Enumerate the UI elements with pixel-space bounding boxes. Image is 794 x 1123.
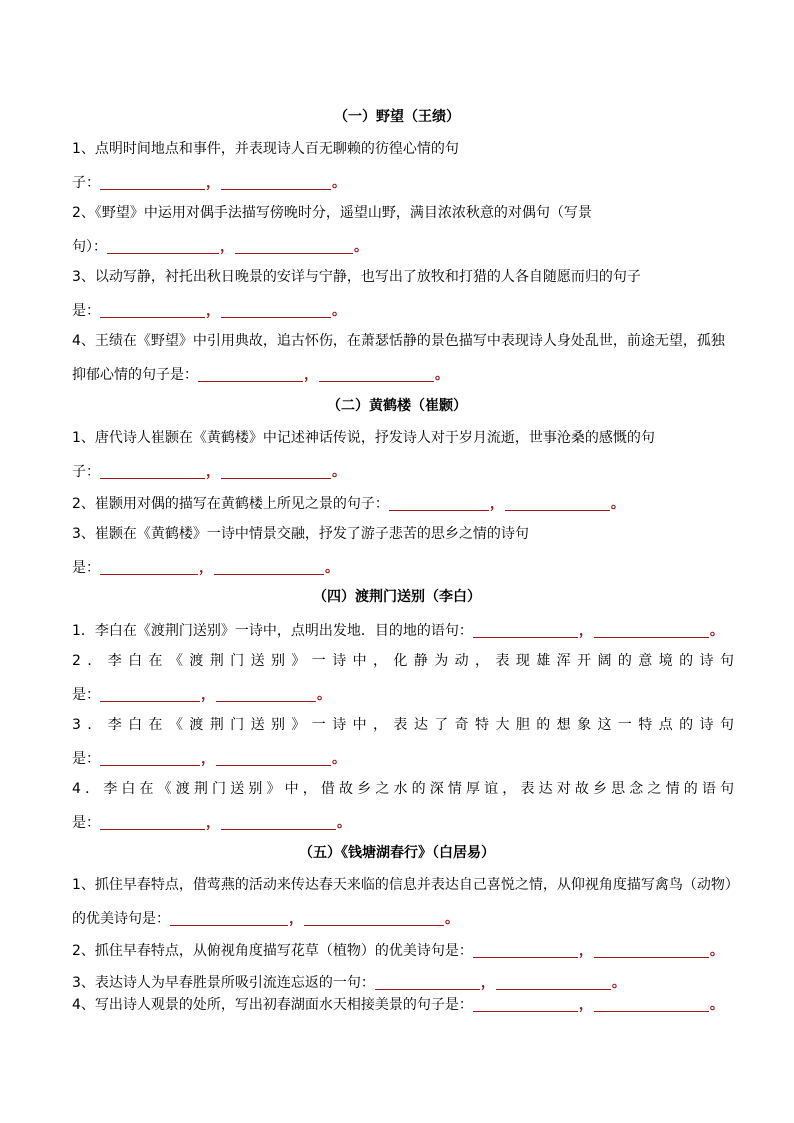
question-char: 送 <box>230 781 245 797</box>
question-text: 1、点明时间地点和事件，并表现诗人百无聊赖的彷徨心情的句 <box>72 141 459 157</box>
question-char: 李 <box>107 653 122 669</box>
question-char: 在 <box>148 653 163 669</box>
question-char: 门 <box>230 717 245 733</box>
question-text: 是： <box>72 751 100 767</box>
answer-blank[interactable] <box>473 621 578 638</box>
question-text: 句）： <box>72 239 107 255</box>
question-char: 白 <box>128 653 143 669</box>
answer-blank[interactable] <box>496 973 611 990</box>
answer-line <box>72 170 734 194</box>
answer-blank[interactable] <box>221 301 331 318</box>
question-char: 的 <box>679 717 694 733</box>
question-char: 中 <box>284 781 299 797</box>
answer-line <box>72 906 734 930</box>
question-char: 达 <box>538 781 553 797</box>
question-text: 3、以动写静，衬托出秋日晚景的安详与宁静，也写出了放牧和打猎的人各自随愿而归的句子 <box>72 269 641 285</box>
question-text: 3、表达诗人为早春胜景所吸引流连忘返的一句： <box>72 975 375 991</box>
question-char: 门 <box>230 653 245 669</box>
question-char: 中 <box>352 653 367 669</box>
question-text: 4、王绩在《野望》中引用典故，追古怀伤，在萧瑟恬静的景色描写中表现诗人身处乱世，前途无望，孤独 <box>72 333 725 349</box>
question-char: 语 <box>701 781 716 797</box>
question-char: ， <box>502 781 517 797</box>
answer-blank[interactable] <box>214 558 324 575</box>
period-mark: 。 <box>332 464 346 480</box>
question-char: 荆 <box>193 781 208 797</box>
answer-blank[interactable] <box>221 173 331 190</box>
question-char: 》 <box>291 653 306 669</box>
question-char: 这 <box>597 717 612 733</box>
question-char: 别 <box>270 717 285 733</box>
question-char: ， <box>373 653 388 669</box>
period-mark: 。 <box>332 175 346 191</box>
answer-blank[interactable] <box>221 813 336 830</box>
answer-blank[interactable] <box>100 813 205 830</box>
question-char: 》 <box>266 781 281 797</box>
question-char: 的 <box>411 781 426 797</box>
question-char: 荆 <box>209 717 224 733</box>
answer-line <box>72 618 734 642</box>
question-text: 子： <box>72 464 100 480</box>
question-text: 的优美诗句是： <box>72 911 170 927</box>
period-mark: 。 <box>709 943 724 959</box>
answer-line <box>72 362 734 386</box>
answer-line <box>72 459 734 483</box>
period-mark: 。 <box>332 303 346 319</box>
question-char: 的 <box>679 653 694 669</box>
question-char: 表 <box>495 653 510 669</box>
question-char: 情 <box>447 781 462 797</box>
question-char: 白 <box>121 781 136 797</box>
answer-blank[interactable] <box>389 494 489 511</box>
question-char: 深 <box>429 781 444 797</box>
question-char: ． <box>85 781 100 797</box>
question-char: 对 <box>556 781 571 797</box>
question-char: 4 <box>72 781 81 797</box>
comma-mark: ， <box>220 239 234 255</box>
question-char: 别 <box>248 781 263 797</box>
question-char: 白 <box>128 717 143 733</box>
question-char: 表 <box>520 781 535 797</box>
section-heading: （一）野望（王绩） <box>334 109 460 125</box>
question-char: 谊 <box>484 781 499 797</box>
question-char: 李 <box>107 717 122 733</box>
comma-mark: ， <box>201 687 215 703</box>
answer-line <box>72 491 734 515</box>
question-char: 一 <box>311 653 326 669</box>
comma-mark: ， <box>206 303 220 319</box>
comma-mark: ， <box>206 175 220 191</box>
question-char: 《 <box>168 717 183 733</box>
question-char: 奇 <box>454 717 469 733</box>
question-text: 2、《野望》中运用对偶手法描写傍晚时分，遥望山野，满目浓浓秋意的对偶句（写景 <box>72 205 592 221</box>
question-char: 故 <box>339 781 354 797</box>
question-char: 为 <box>434 653 449 669</box>
comma-mark: ， <box>206 464 220 480</box>
question-text: 是： <box>72 815 100 831</box>
question-char: 《 <box>157 781 172 797</box>
question-char: 阔 <box>597 653 612 669</box>
question-char: 情 <box>665 781 680 797</box>
answer-line <box>72 992 734 1016</box>
question-char: 雄 <box>536 653 551 669</box>
question-text <box>72 650 734 672</box>
question-char: 一 <box>617 717 632 733</box>
answer-line <box>72 938 734 962</box>
answer-blank[interactable] <box>100 301 205 318</box>
question-char: 诗 <box>699 717 714 733</box>
question-char: 在 <box>139 781 154 797</box>
section-heading: （五）《钱塘湖春行》（白居易） <box>299 845 495 861</box>
question-char: 象 <box>577 717 592 733</box>
question-char: 动 <box>454 653 469 669</box>
comma-mark: ， <box>578 623 593 639</box>
answer-line <box>72 682 734 706</box>
period-mark: 。 <box>435 367 449 383</box>
question-text: 2、抓住早春特点，从俯视角度描写花草（植物）的优美诗句是： <box>72 943 473 959</box>
answer-blank[interactable] <box>170 909 288 926</box>
question-text: 4、写出诗人观景的处所，写出初春湖面水天相接美景的句子是： <box>72 997 473 1013</box>
question-char: 之 <box>647 781 662 797</box>
question-char: ． <box>87 653 102 669</box>
answer-line <box>72 970 734 994</box>
question-char: 厚 <box>466 781 481 797</box>
question-char: 胆 <box>515 717 530 733</box>
period-mark: 。 <box>354 239 368 255</box>
answer-blank[interactable] <box>304 909 444 926</box>
question-char: 句 <box>719 653 734 669</box>
period-mark: 。 <box>611 975 626 991</box>
section-heading: （四）渡荆门送别（李白） <box>313 589 481 605</box>
question-text <box>72 714 734 736</box>
question-char: 化 <box>393 653 408 669</box>
question-char: 在 <box>148 717 163 733</box>
question-char: ． <box>87 717 102 733</box>
question-char: 达 <box>413 717 428 733</box>
answer-line <box>72 746 734 770</box>
question-char: ， <box>373 717 388 733</box>
question-char: 大 <box>495 717 510 733</box>
period-mark: 。 <box>610 496 625 512</box>
answer-blank[interactable] <box>107 237 219 254</box>
question-char: 思 <box>611 781 626 797</box>
comma-mark: ， <box>489 496 504 512</box>
question-text <box>72 778 734 800</box>
question-char: 境 <box>658 653 673 669</box>
question-char: 表 <box>393 717 408 733</box>
answer-blank[interactable] <box>221 462 331 479</box>
question-char: 开 <box>577 653 592 669</box>
question-char: 2 <box>72 653 81 669</box>
answer-line <box>72 810 734 834</box>
question-char: 中 <box>352 717 367 733</box>
question-char: 的 <box>683 781 698 797</box>
question-char: 句 <box>719 781 734 797</box>
comma-mark: ， <box>206 815 220 831</box>
answer-blank[interactable] <box>100 749 200 766</box>
period-mark: 。 <box>325 560 339 576</box>
question-char: 别 <box>270 653 285 669</box>
question-char: 送 <box>250 717 265 733</box>
question-char: 乡 <box>593 781 607 797</box>
answer-blank[interactable] <box>216 749 331 766</box>
question-char: 念 <box>629 781 644 797</box>
question-char: 特 <box>475 717 490 733</box>
answer-blank[interactable] <box>473 995 578 1012</box>
question-char: 乡 <box>357 781 372 797</box>
question-char: 借 <box>320 781 335 797</box>
question-char: 一 <box>311 717 326 733</box>
question-char: ， <box>302 781 317 797</box>
period-mark: 。 <box>332 751 346 767</box>
question-char: 渡 <box>189 717 204 733</box>
question-char: 诗 <box>332 717 347 733</box>
period-mark: 。 <box>709 623 724 639</box>
question-char: 》 <box>291 717 306 733</box>
question-text: 子： <box>72 175 100 191</box>
question-text: 3、崔颢在《黄鹤楼》一诗中情景交融，抒发了游子悲苦的思乡之情的诗句 <box>72 526 529 542</box>
answer-blank[interactable] <box>319 365 434 382</box>
answer-blank[interactable] <box>505 494 610 511</box>
period-mark: 。 <box>709 997 724 1013</box>
question-char: 门 <box>212 781 227 797</box>
comma-mark: ， <box>480 975 495 991</box>
answer-line <box>72 298 734 322</box>
question-char: 诗 <box>332 653 347 669</box>
question-char: 水 <box>393 781 408 797</box>
question-char: 了 <box>434 717 449 733</box>
comma-mark: ， <box>304 367 318 383</box>
answer-blank[interactable] <box>473 941 578 958</box>
answer-blank[interactable] <box>216 685 316 702</box>
question-text: 1、抓住早春特点，借莺燕的活动来传达春天来临的信息并表达自己喜悦之情，从仰视角度描写禽鸟（动物） <box>72 877 739 893</box>
question-text: 抑郁心情的句子是： <box>72 367 198 383</box>
question-char: 点 <box>658 717 673 733</box>
question-char: 浑 <box>556 653 571 669</box>
question-text: 2、崔颢用对偶的描写在黄鹤楼上所见之景的句子： <box>72 496 389 512</box>
question-char: 之 <box>375 781 390 797</box>
answer-line <box>72 234 734 258</box>
question-char: 想 <box>556 717 571 733</box>
question-char: 的 <box>617 653 632 669</box>
answer-blank[interactable] <box>100 173 205 190</box>
comma-mark: ， <box>201 751 215 767</box>
answer-blank[interactable] <box>594 995 709 1012</box>
question-char: 渡 <box>175 781 190 797</box>
question-char: 诗 <box>699 653 714 669</box>
question-char: 意 <box>638 653 653 669</box>
question-char: 李 <box>103 781 118 797</box>
question-char: 故 <box>574 781 589 797</box>
answer-blank[interactable] <box>594 941 709 958</box>
question-char: 句 <box>719 717 734 733</box>
question-char: 渡 <box>189 653 204 669</box>
question-text: 是： <box>72 303 100 319</box>
question-char: 现 <box>515 653 530 669</box>
question-char: ， <box>475 653 490 669</box>
question-text: 1．李白在《渡荆门送别》一诗中，点明出发地．目的地的语句： <box>72 623 473 639</box>
question-char: 《 <box>168 653 183 669</box>
comma-mark: ， <box>199 560 213 576</box>
period-mark: 。 <box>445 911 459 927</box>
question-char: 静 <box>413 653 428 669</box>
question-char: 特 <box>638 717 653 733</box>
answer-blank[interactable] <box>235 237 353 254</box>
comma-mark: ， <box>578 997 593 1013</box>
comma-mark: ， <box>289 911 303 927</box>
answer-line <box>72 555 734 579</box>
answer-blank[interactable] <box>198 365 303 382</box>
period-mark: 。 <box>337 815 351 831</box>
question-text: 是： <box>72 687 100 703</box>
answer-blank[interactable] <box>375 973 480 990</box>
section-heading: （二）黄鹤楼（崔颢） <box>327 398 467 414</box>
comma-mark: ， <box>578 943 593 959</box>
answer-blank[interactable] <box>100 558 198 575</box>
answer-blank[interactable] <box>594 621 709 638</box>
question-text: 是： <box>72 560 100 576</box>
question-char: 送 <box>250 653 265 669</box>
question-text: 1、唐代诗人崔颢在《黄鹤楼》中记述神话传说，抒发诗人对于岁月流逝，世事沧桑的感慨的句 <box>72 430 655 446</box>
answer-blank[interactable] <box>100 685 200 702</box>
question-char: 荆 <box>209 653 224 669</box>
question-char: 3 <box>72 717 81 733</box>
answer-blank[interactable] <box>100 462 205 479</box>
period-mark: 。 <box>317 687 331 703</box>
question-char: 的 <box>536 717 551 733</box>
